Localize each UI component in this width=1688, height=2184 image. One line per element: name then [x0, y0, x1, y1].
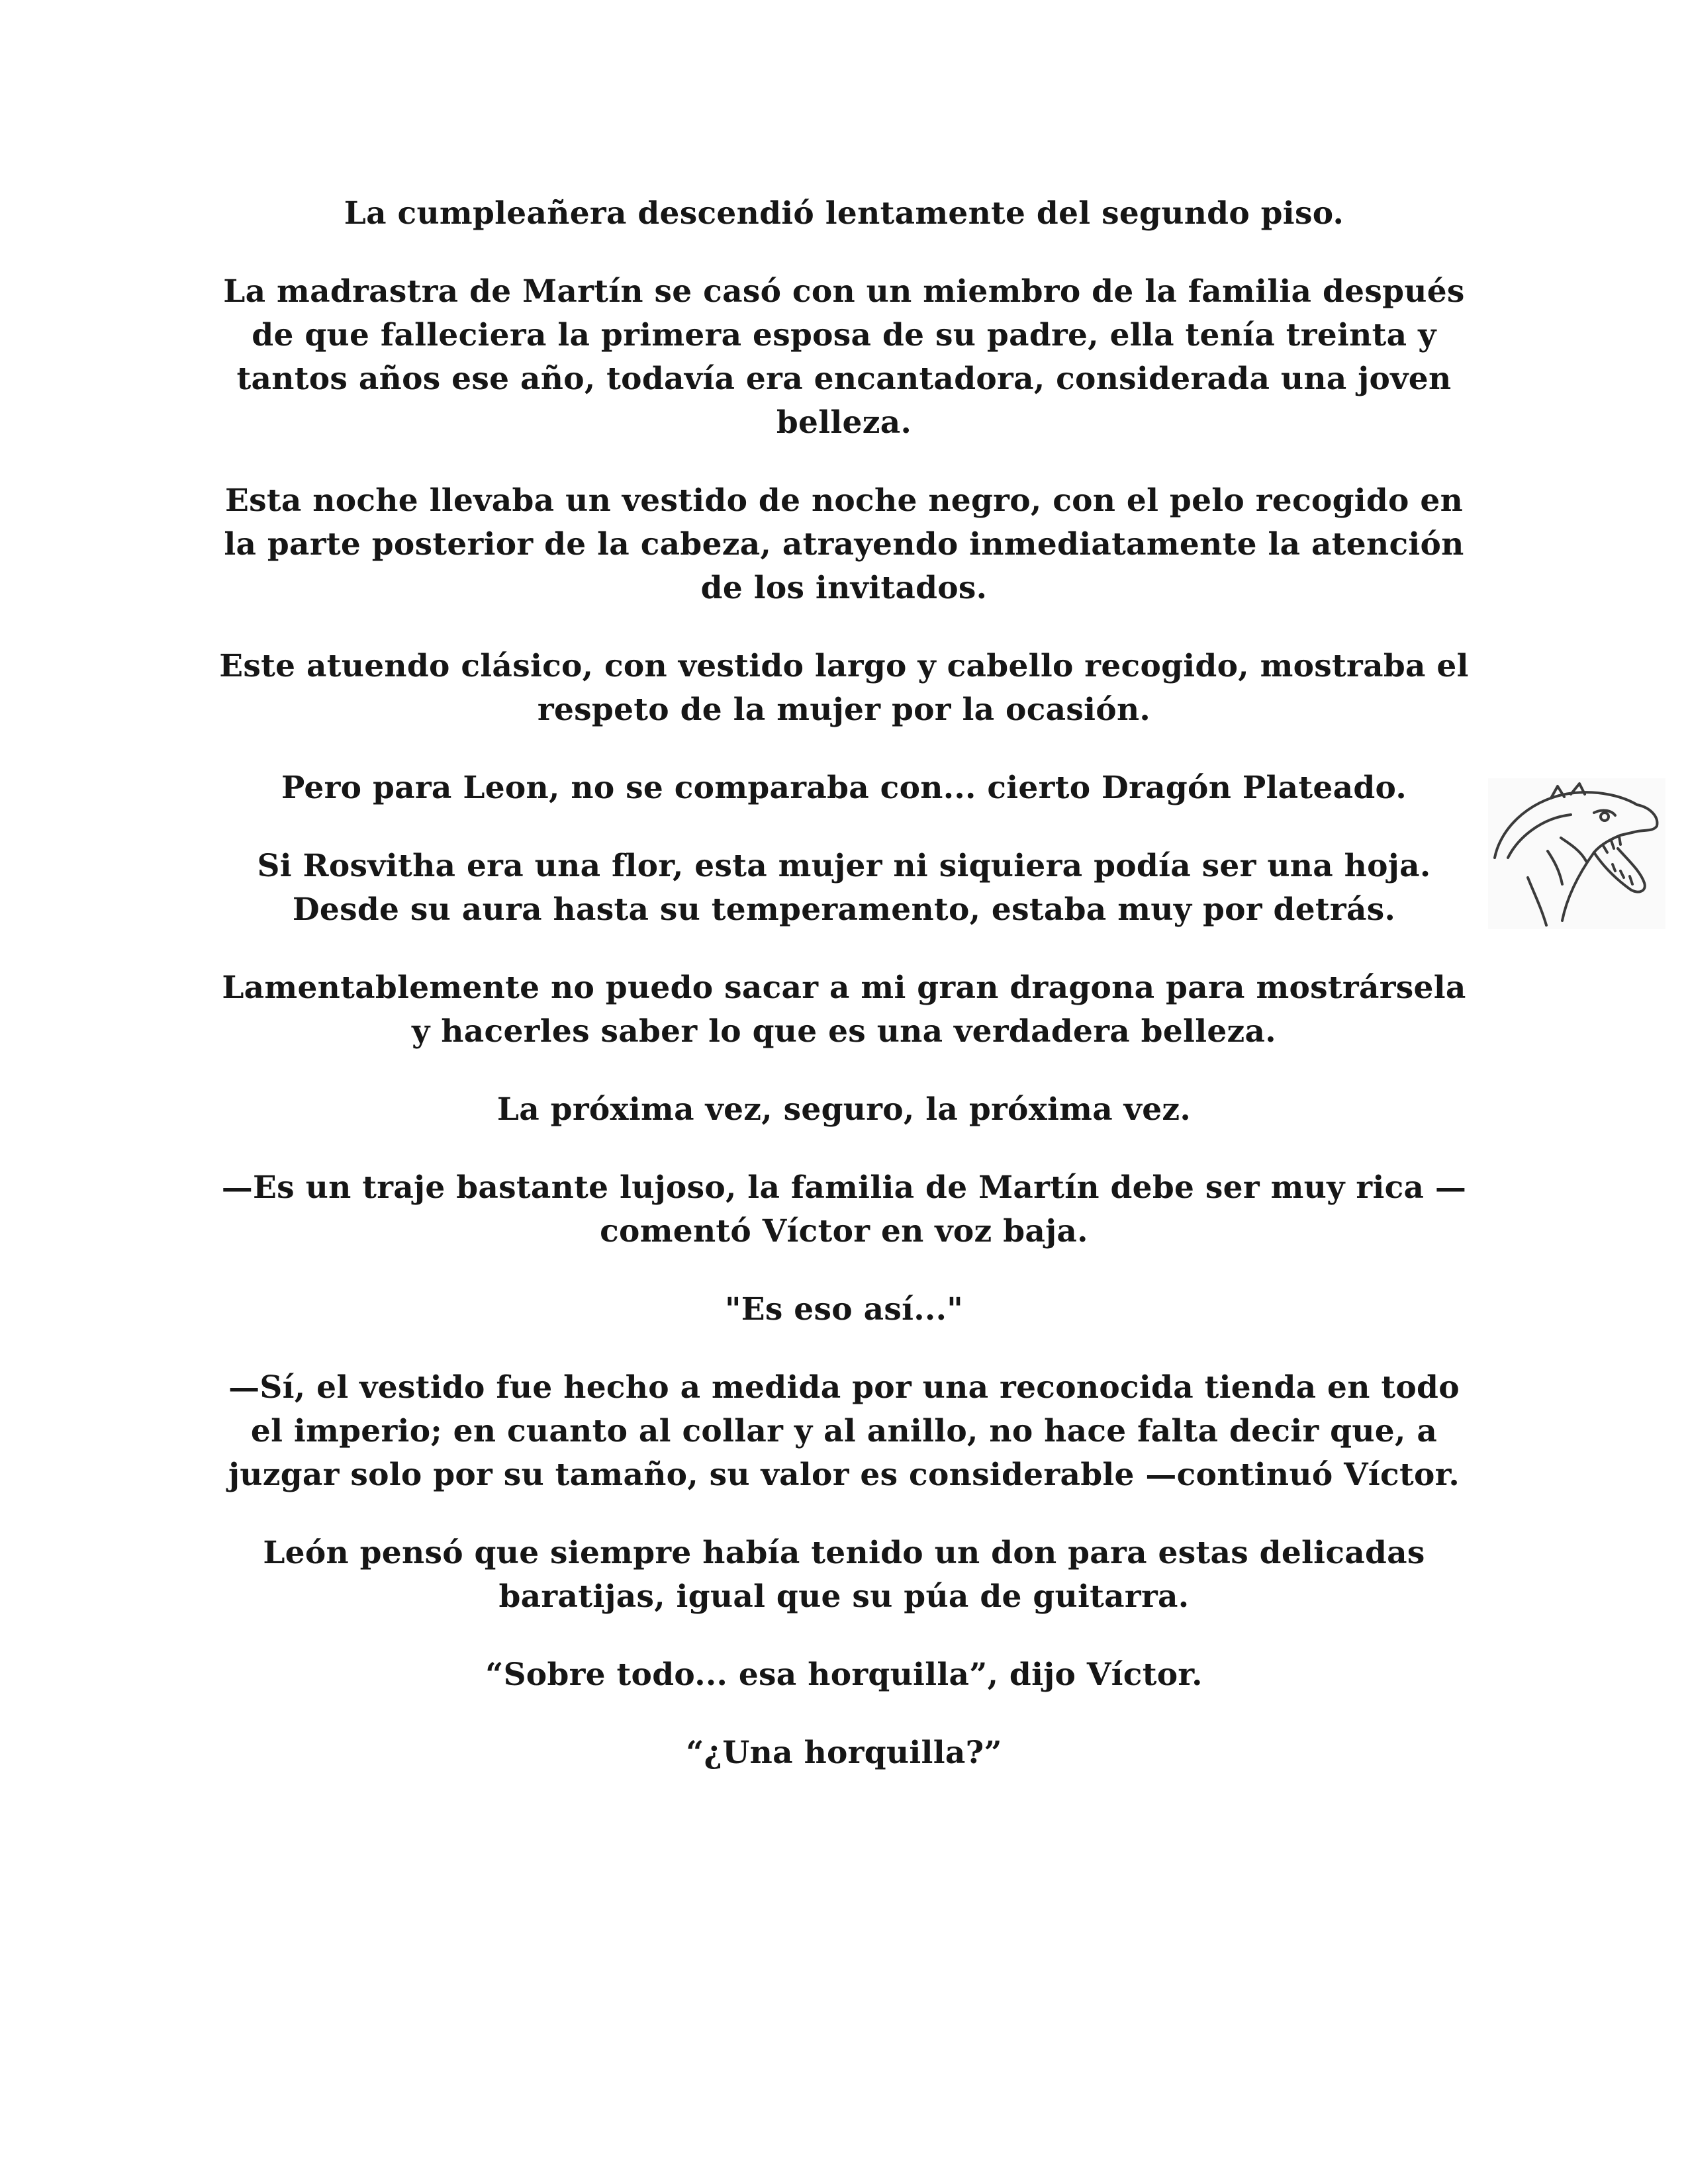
paragraph-10: "Es eso así..." [724, 1291, 964, 1328]
paragraph-11: —Sí, el vestido fue hecho a medida por una reconocida tienda en todo el imperio; en cuanto al collar y al anillo, no hace falta decir que, a juzgar solo por su tamaño, su valor es considerable —continuó Víctor. [228, 1369, 1460, 1493]
paragraph-8: La próxima vez, seguro, la próxima vez. [496, 1091, 1192, 1128]
paragraph-6: Si Rosvitha era una flor, esta mujer ni siquiera podía ser una hoja. Desde su aura hasta su temperamento, estaba muy por detrás. [257, 848, 1431, 928]
paragraph-2: La madrastra de Martín se casó con un miembro de la familia después de que falleciera la primera esposa de su padre, ella tenía treinta y tantos años ese año, todavía era encantadora, considerada una joven belleza. [223, 273, 1465, 441]
paragraph-1: La cumpleañera descendió lentamente del segundo piso. [344, 195, 1344, 232]
paragraph-7: Lamentablemente no puedo sacar a mi gran dragona para mostrársela y hacerles saber lo que es una verdadera belleza. [222, 970, 1466, 1050]
paragraph-5: Pero para Leon, no se comparaba con... cierto Dragón Plateado. [281, 770, 1407, 806]
paragraph-13: “Sobre todo... esa horquilla”, dijo Víctor. [485, 1657, 1203, 1693]
page-text [218, 192, 1470, 1809]
paragraph-4: Este atuendo clásico, con vestido largo y cabello recogido, mostraba el respeto de la mujer por la ocasión. [219, 648, 1469, 728]
paragraph-3: Esta noche llevaba un vestido de noche negro, con el pelo recogido en la parte posterior de la cabeza, atrayendo inmediatamente la atención de los invitados. [224, 482, 1464, 606]
dragon-head-sketch-icon [1488, 778, 1665, 929]
paragraph-14: “¿Una horquilla?” [686, 1735, 1002, 1771]
paragraph-9: —Es un traje bastante lujoso, la familia de Martín debe ser muy rica —comentó Víctor en voz baja. [221, 1169, 1467, 1250]
paragraph-12: León pensó que siempre había tenido un don para estas delicadas baratijas, igual que su púa de guitarra. [263, 1535, 1425, 1615]
